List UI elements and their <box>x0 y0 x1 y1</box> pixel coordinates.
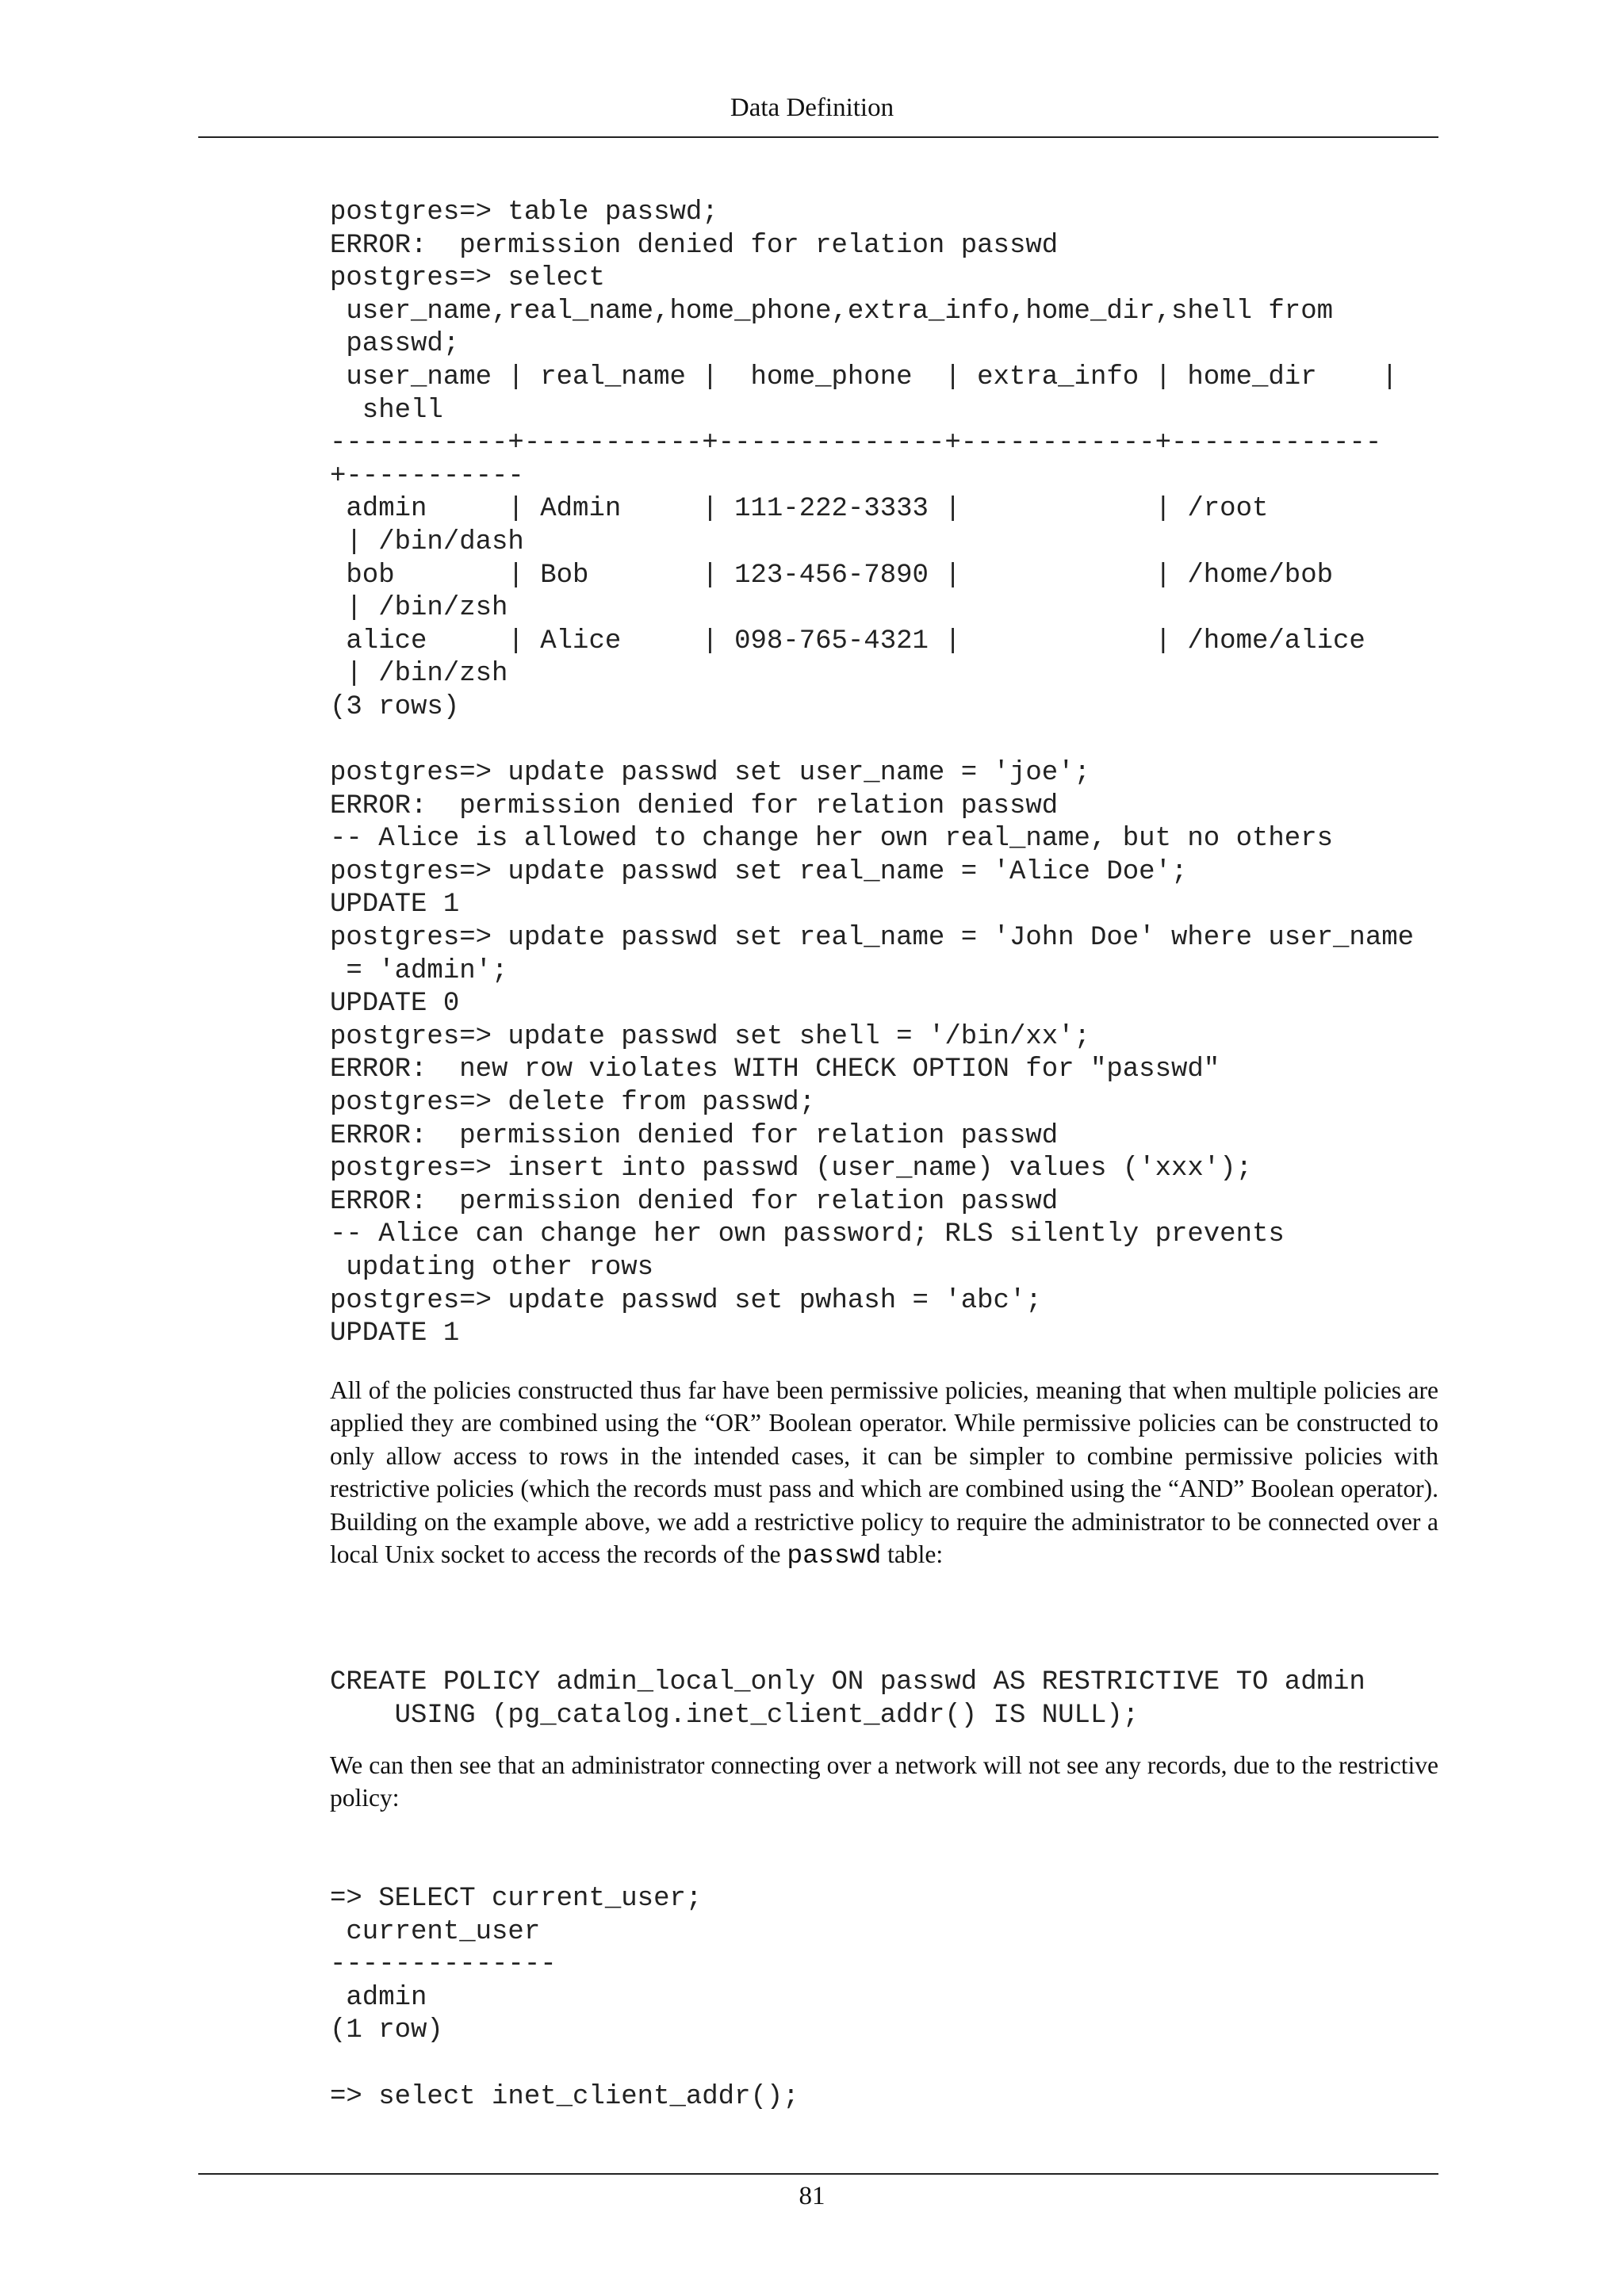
paragraph-permissive-policies <box>330 1374 1440 1572</box>
running-header-title: Data Definition <box>730 94 894 122</box>
code-listing: postgres=> table passwd; ERROR: permission denied for relation passwd postgres=> select user_name,real_name,home_phone,extra_info,home_dir,shell from passwd; user_name | real_name | home_phone | extra_info | home_dir | shell -----------+-----------+--------------+------------+------------- +----------- admin | Admin | 111-222-3333 | | /root | /bin/dash bob | Bob | 123-456-7890 | | /home/bob | /bin/zsh alice | Alice | 098-765-4321 | | /home/alice | /bin/zsh (3 rows) postgres=> update passwd set user_name = 'joe'; ERROR: permission denied for relation passwd -- Alice is allowed to change her own real_name, but no others postgres=> update passwd set real_name = 'Alice Doe'; UPDATE 1 postgres=> update passwd set real_name = 'John Doe' where user_name = 'admin'; UPDATE 0 postgres=> update passwd set shell = '/bin/xx'; ERROR: new row violates WITH CHECK OPTION for "passwd" postgres=> delete from passwd; ERROR: permission denied for relation passwd postgres=> insert into passwd (user_name) values ('xxx'); ERROR: permission denied for relation passwd -- Alice can change her own password; RLS silently prevents updating other rows postgres=> update passwd set pwhash = 'abc'; UPDATE 1 <box>330 197 1415 1349</box>
code-listing: => SELECT current_user; current_user -------------- admin (1 row) => select inet_client_addr(); <box>330 1884 799 2112</box>
paragraph-admin-network <box>330 1749 1440 1815</box>
inline-code-passwd: passwd <box>787 1541 882 1571</box>
paragraph-text <box>330 1374 1438 1572</box>
paragraph-text-before: All of the policies constructed thus far have been permissive policies, meaning that when multiple policies are applied they are combined using the “OR” Boolean operator. While permissive policies can be constructed to only allow access to rows in the intended cases, it can be simpler to combine permissive policies with restrictive policies (which the records must pass and which are combined using the “AND” Boolean operator). Building on the example above, we add a restrictive policy to require the administrator to be connected over a local Unix socket to access the records of the <box>330 1376 1438 1569</box>
code-listing: CREATE POLICY admin_local_only ON passwd AS RESTRICTIVE TO admin USING (pg_catalog.inet_client_addr() IS NULL); <box>330 1667 1365 1731</box>
page-number: 81 <box>799 2182 825 2210</box>
code-block-current-user <box>330 1883 1440 2114</box>
code-block-psql-session <box>330 197 1440 1351</box>
footer-rule <box>198 2173 1438 2175</box>
header-rule <box>198 136 1438 138</box>
code-block-create-policy <box>330 1667 1440 1732</box>
paragraph-text: We can then see that an administrator connecting over a network will not see any records, due to the restrictive policy: <box>330 1751 1438 1812</box>
paragraph-text-after: table: <box>881 1540 944 1569</box>
